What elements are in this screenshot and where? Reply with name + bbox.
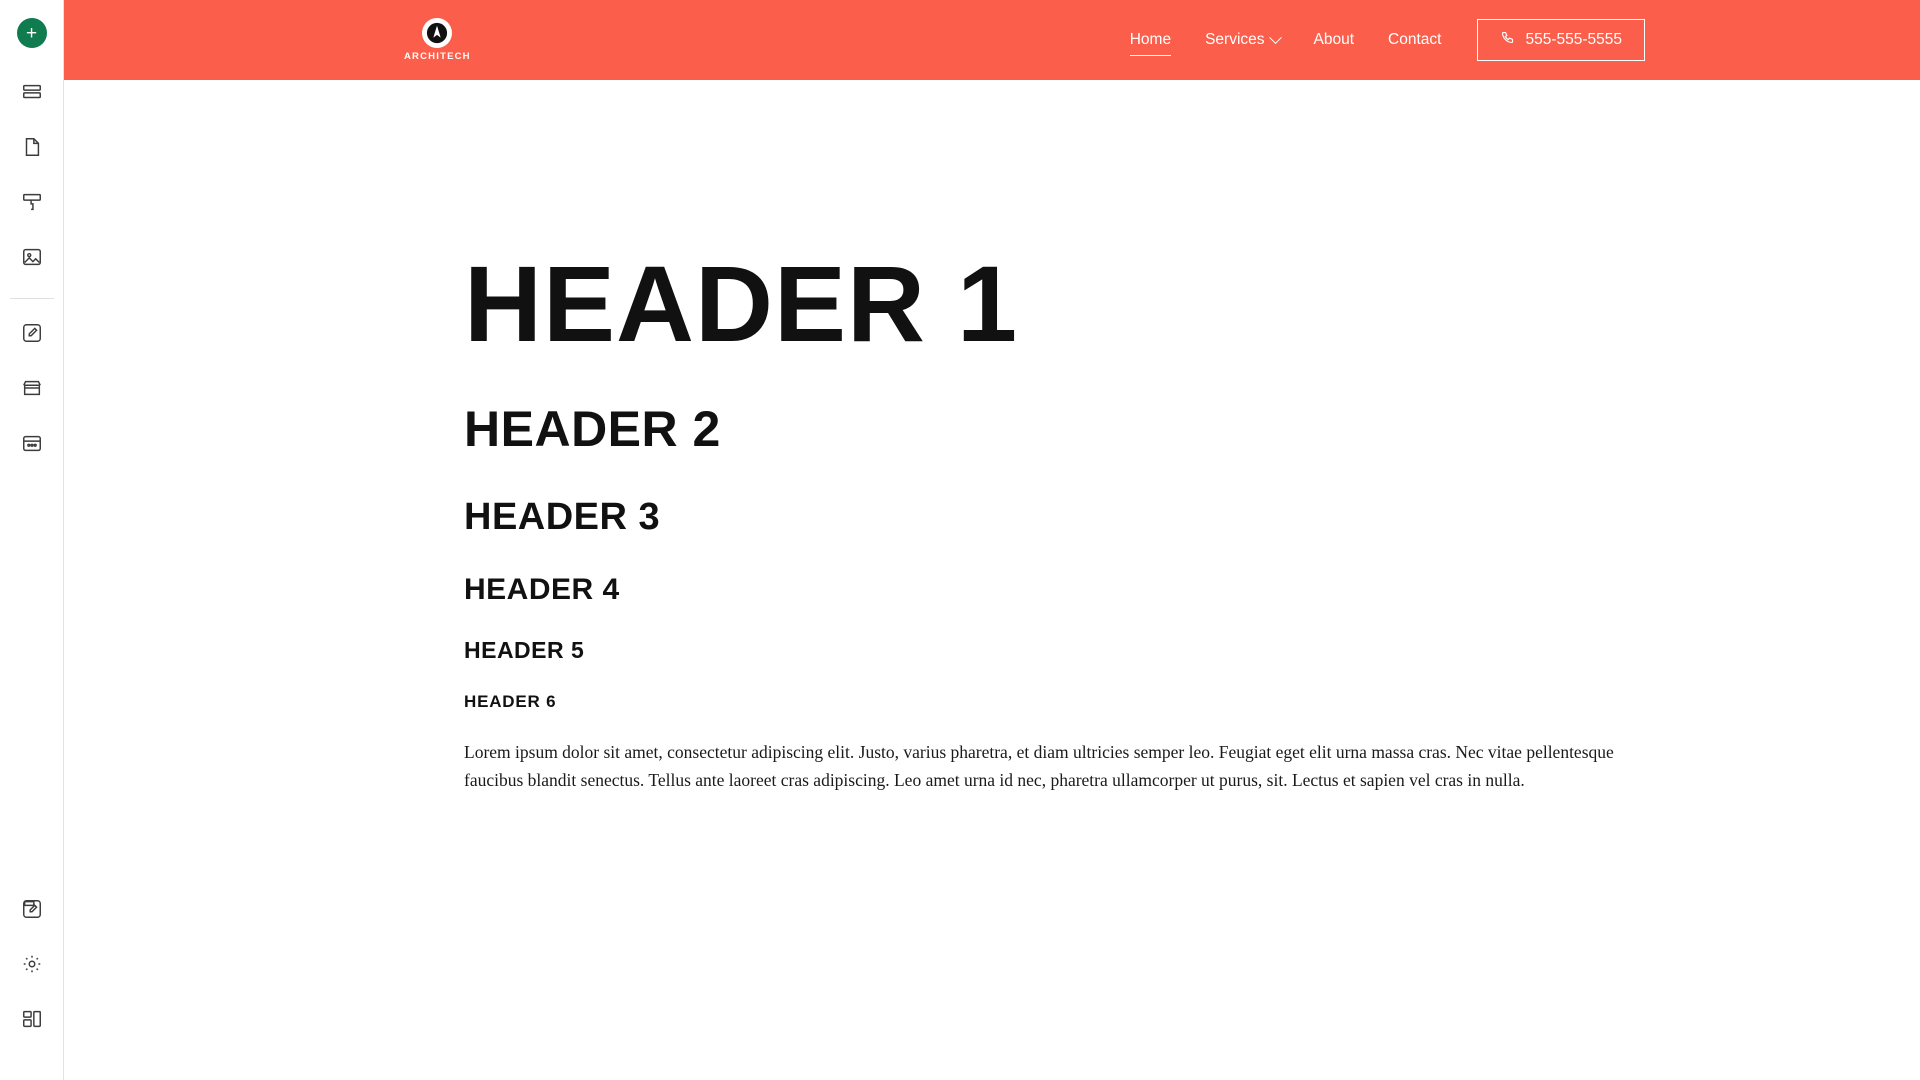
layout-icon[interactable] <box>10 997 54 1041</box>
website-preview-canvas[interactable] <box>64 0 1920 1080</box>
site-logo[interactable] <box>404 18 471 62</box>
heading-3[interactable]: HEADER 3 <box>464 496 661 538</box>
nav-item-about[interactable] <box>1314 31 1355 49</box>
image-icon[interactable] <box>10 235 54 279</box>
edit-pencil-icon[interactable] <box>10 311 54 355</box>
layers-icon[interactable] <box>10 70 54 114</box>
store-icon[interactable] <box>10 366 54 410</box>
heading-6[interactable]: HEADER 6 <box>464 692 557 711</box>
heading-1[interactable]: HEADER 1 <box>464 243 1019 364</box>
site-header <box>64 0 1920 80</box>
compose-icon[interactable] <box>10 887 54 931</box>
compass-logo-icon <box>422 18 452 48</box>
site-nav <box>1096 19 1645 61</box>
sidebar-divider <box>10 298 54 299</box>
nav-label-contact: Contact <box>1388 31 1442 48</box>
chevron-down-icon <box>1269 31 1282 44</box>
sidebar-bottom-group <box>10 887 54 1080</box>
gear-icon[interactable] <box>10 942 54 986</box>
phone-icon <box>1500 30 1515 50</box>
body-paragraph[interactable]: Lorem ipsum dolor sit amet, consectetur adipiscing elit. Justo, varius pharetra, et diam ultricies semper leo. Feugiat eget elit urna massa cras. Nec vitae pellentesque faucibus blandit senectus. Tellus ante laoreet cras adipiscing. Leo amet urna id nec, pharetra ullamcorper ut purus, sit. Lectus et sapien vel cras in nulla. <box>464 742 1614 791</box>
phone-cta-button[interactable] <box>1477 19 1645 61</box>
brand-name: ARCHITECH <box>404 51 471 62</box>
editor-sidebar <box>0 0 64 1080</box>
page-icon[interactable] <box>10 125 54 169</box>
paintbrush-icon[interactable] <box>10 180 54 224</box>
heading-5[interactable]: HEADER 5 <box>464 637 585 663</box>
phone-number-label: 555-555-5555 <box>1525 31 1622 48</box>
nav-label-services: Services <box>1205 31 1265 48</box>
nav-label-about: About <box>1313 31 1355 48</box>
heading-2[interactable]: HEADER 2 <box>464 401 721 457</box>
nav-item-contact[interactable] <box>1388 31 1441 49</box>
add-section-button[interactable]: + <box>17 18 47 48</box>
calendar-icon[interactable] <box>10 421 54 465</box>
nav-item-home[interactable] <box>1130 31 1171 49</box>
nav-label-home: Home <box>1129 31 1172 48</box>
page-content <box>64 80 1920 795</box>
heading-4[interactable]: HEADER 4 <box>464 573 620 606</box>
nav-item-services[interactable] <box>1205 31 1279 49</box>
